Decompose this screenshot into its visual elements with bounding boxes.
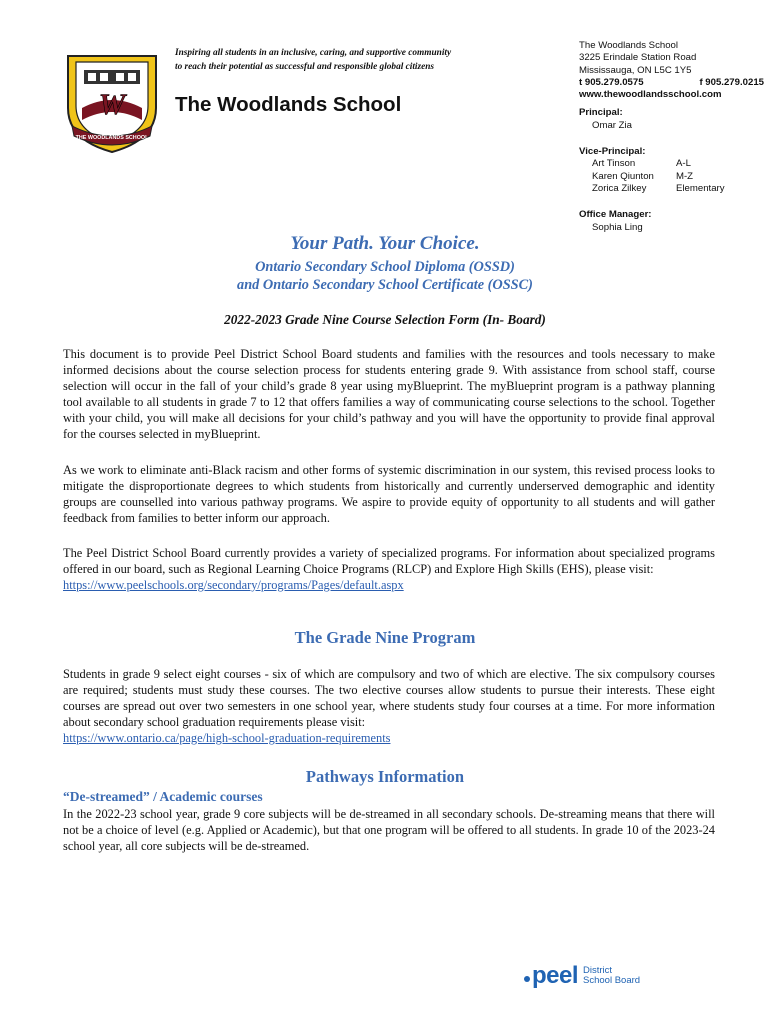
office-manager-label: Office Manager:	[579, 209, 652, 221]
address-city: Mississauga, ON L5C 1Y5	[579, 64, 692, 76]
form-title: 2022-2023 Grade Nine Course Selection Form (In- Board)	[224, 312, 546, 327]
address-name: The Woodlands School	[579, 40, 679, 51]
peel-dot-icon	[524, 976, 530, 982]
peel-wordmark	[524, 962, 578, 990]
vice-principal-label: Vice-Principal:	[579, 146, 646, 158]
school-name: The Woodlands School	[175, 93, 402, 116]
vice-principal-row	[579, 171, 764, 183]
subheading	[0, 258, 770, 294]
crest-banner-text: THE WOODLANDS SCHOOL	[75, 135, 149, 141]
address-street: 3225 Erindale Station Road	[579, 52, 697, 64]
motto-line-2: to reach their potential as successful and responsible global citizens	[175, 62, 435, 72]
phone-fax-row	[579, 77, 764, 89]
peel-subtitle-line-1: District	[583, 965, 613, 976]
peel-board-logo	[524, 962, 640, 990]
destreamed-heading: “De-streamed” / Academic courses	[63, 789, 263, 804]
grade-nine-heading: The Grade Nine Program	[294, 628, 476, 647]
website: www.thewoodlandsschool.com	[579, 89, 722, 101]
intro-paragraph: This document is to provide Peel District School Board students and families with the resources and tools necessary to make informed decisions about the course selection process for students entering grade 9. With assistance from school staff, course selection will occur in the fall of your child’s grade 8 year using myBlueprint. The myBlueprint program is a pathway planning tool available to all students in grade 7 to 12 that offers families a way of communicating course selections to the school. Together with your child, you will make all decisions for your child’s pathway and you will have the opportunity to provide final approval for the courses selected in myBlueprint.	[63, 347, 715, 441]
peel-subtitle-line-2: School Board	[583, 975, 641, 986]
peel-word: peel	[532, 962, 579, 989]
destreamed-paragraph: In the 2022-23 school year, grade 9 core subjects will be de-streamed in all secondary schools. De-streaming means that there will not be a choice of level (e.g. Applied or Academic), but that one program will be offered to all students. In grade 10 of the 2023-24 school year, all core subjects will be de-streamed.	[63, 807, 715, 853]
vice-principal-range: Elementary	[676, 182, 725, 194]
vice-principal-row	[579, 183, 764, 195]
specialized-programs-text: The Peel District School Board currently provides a variety of specialized programs. For information about specialized programs offered in our board, such as Regional Learning Choice Programs (RLCP) and Explore High Skills (EHS), please visit:	[63, 546, 715, 576]
equity-paragraph: As we work to eliminate anti-Black racism and other forms of systemic discrimination in our system, this revised process looks to mitigate the disproportionate degrees to which students from historically and currently underserved demographic and identity groups are counselled into various pathway programs. We aspire to provide equity of opportunity to all students and will gather feedback from families to better inform our approach.	[63, 463, 715, 525]
grade-nine-paragraph	[63, 666, 715, 746]
motto-line-1: Inspiring all students in an inclusive, caring, and supportive community	[175, 48, 452, 58]
grade-nine-text: Students in grade 9 select eight courses - six of which are compulsory and two of which are elective. The six compulsory courses are required; students must study these courses. The two elective courses allow students to pursue their interests. These eight courses are spread out over two semesters in one school year, where students study four courses at a time. For more information about secondary school graduation requirements please visit:	[63, 667, 715, 729]
subheading-line-1: Ontario Secondary School Diploma (OSSD)	[255, 259, 515, 275]
pathways-heading: Pathways Information	[305, 767, 465, 786]
vice-principal-range: M-Z	[676, 170, 694, 182]
ontario-graduation-link[interactable]: https://www.ontario.ca/page/high-school-graduation-requirements	[63, 731, 391, 745]
principal-label: Principal:	[579, 107, 623, 119]
svg-text:W: W	[98, 88, 126, 121]
school-crest-logo	[58, 48, 166, 156]
vice-principal-range: A-L	[676, 158, 691, 170]
principal-name: Omar Zia	[592, 119, 632, 131]
vice-principal-name: Art Tinson	[592, 158, 636, 170]
headline: Your Path. Your Choice.	[290, 233, 480, 254]
vice-principal-row	[579, 158, 764, 170]
office-manager-name: Sophia Ling	[592, 221, 643, 233]
vice-principal-block	[579, 146, 764, 195]
office-manager-block	[579, 209, 764, 234]
contact-block	[579, 40, 764, 234]
fax-number: f 905.279.0215	[699, 76, 764, 88]
vice-principal-name: Karen Qiunton	[592, 170, 654, 182]
subheading-line-2: and Ontario Secondary School Certificate (OSSC)	[237, 277, 533, 293]
specialized-programs-paragraph	[63, 545, 715, 593]
principal-block	[579, 107, 764, 132]
vice-principal-name: Zorica Zilkey	[592, 182, 647, 194]
peel-subtitle	[583, 966, 640, 986]
school-motto	[175, 46, 555, 74]
phone-number: t 905.279.0575	[579, 76, 644, 88]
peelschools-link[interactable]: https://www.peelschools.org/secondary/programs/Pages/default.aspx	[63, 578, 404, 592]
